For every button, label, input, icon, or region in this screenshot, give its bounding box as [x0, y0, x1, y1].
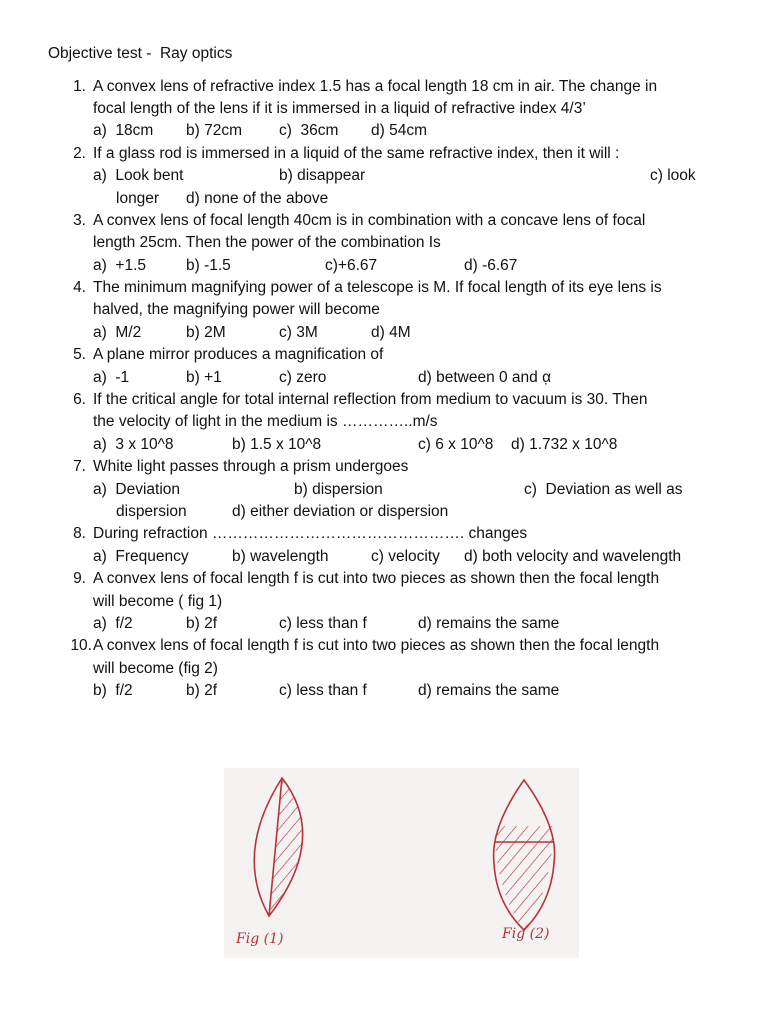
fig1-label	[235, 931, 283, 947]
option: d) remains the same	[418, 682, 560, 699]
option: c) Deviation as well as	[524, 481, 683, 498]
option: d) 1.732 x 10^8	[511, 436, 618, 453]
option: a) 18cm	[93, 122, 154, 139]
question-number: 3.	[73, 212, 86, 229]
option: a) 3 x 10^8	[93, 436, 174, 453]
question-text: A convex lens of focal length 40cm is in combination with a concave lens of focal	[93, 212, 646, 229]
question-number: 5.	[73, 346, 86, 363]
option: d) 4M	[371, 324, 411, 341]
question-text: halved, the magnifying power will become	[93, 301, 380, 318]
question-text: A convex lens of focal length f is cut into two pieces as shown then the focal length	[93, 570, 660, 587]
page-title: Objective test - Ray optics	[48, 45, 233, 62]
option: b) disappear	[279, 167, 366, 184]
question-number: 6.	[73, 391, 86, 408]
option: a) Frequency	[93, 548, 189, 565]
question-text: focal length of the lens if it is immersed in a liquid of refractive index 4/3’	[93, 100, 586, 117]
option: a) f/2	[93, 615, 133, 632]
option: c) 6 x 10^8	[418, 436, 494, 453]
question-text: A convex lens of focal length f is cut into two pieces as shown then the focal length	[93, 637, 660, 654]
option: b) wavelength	[232, 548, 329, 565]
lens-diagrams	[224, 768, 579, 958]
option: b) +1	[186, 369, 222, 386]
option: d) -6.67	[464, 257, 518, 274]
option: d) between 0 and α̣	[418, 369, 552, 386]
question-text: will become (fig 2)	[93, 660, 218, 677]
question-text: length 25cm. Then the power of the combination Is	[93, 234, 441, 251]
question-number: 7.	[73, 458, 86, 475]
option: a) Look bent	[93, 167, 184, 184]
option: b) 1.5 x 10^8	[232, 436, 322, 453]
question-number: 2.	[73, 145, 86, 162]
question-text: If the critical angle for total internal reflection from medium to vacuum is 30. Then	[93, 391, 648, 408]
question-number: 10.	[70, 637, 92, 654]
fig1-lens	[254, 778, 302, 916]
option: c)+6.67	[325, 257, 378, 274]
option: d) either deviation or dispersion	[232, 503, 449, 520]
option: b) -1.5	[186, 257, 231, 274]
option: a) Deviation	[93, 481, 181, 498]
question-number: 8.	[73, 525, 86, 542]
option: b) 2M	[186, 324, 226, 341]
option: b) 72cm	[186, 122, 242, 139]
option: c) look	[650, 167, 696, 184]
svg-text:Fig (2): Fig (2)	[502, 926, 550, 942]
option: b) f/2	[93, 682, 133, 699]
question-number: 4.	[73, 279, 86, 296]
option: c) less than f	[279, 615, 367, 632]
option: dispersion	[116, 503, 187, 520]
option: c) zero	[279, 369, 327, 386]
option: c) velocity	[371, 548, 440, 565]
question-text: the velocity of light in the medium is …………..m/s	[93, 413, 438, 430]
question-text: will become ( fig 1)	[93, 593, 223, 610]
question-text: If a glass rod is immersed in a liquid of the same refractive index, then it will :	[93, 145, 620, 162]
option: a) -1	[93, 369, 130, 386]
option: b) dispersion	[294, 481, 383, 498]
question-number: 9.	[73, 570, 86, 587]
fig2-label	[501, 926, 549, 942]
option: b) 2f	[186, 615, 218, 632]
question-number: 1.	[73, 78, 86, 95]
question-text: A plane mirror produces a magnification of	[93, 346, 384, 363]
option: b) 2f	[186, 682, 218, 699]
question-text: The minimum magnifying power of a telescope is M. If focal length of its eye lens is	[93, 279, 662, 296]
fig2-lens	[494, 780, 555, 930]
option: d) remains the same	[418, 615, 560, 632]
option: longer	[116, 190, 160, 207]
option: d) both velocity and wavelength	[464, 548, 682, 565]
option: c) 3M	[279, 324, 318, 341]
question-text: During refraction …………………………………………. changes	[93, 525, 528, 542]
question-text: A convex lens of refractive index 1.5 has a focal length 18 cm in air. The change in	[93, 78, 658, 95]
lens-figure-photo	[224, 768, 579, 958]
option: c) 36cm	[279, 122, 339, 139]
option: d) 54cm	[371, 122, 427, 139]
svg-text:Fig (1): Fig (1)	[236, 931, 284, 947]
option: a) M/2	[93, 324, 142, 341]
option: c) less than f	[279, 682, 367, 699]
option: d) none of the above	[186, 190, 329, 207]
question-text: White light passes through a prism undergoes	[93, 458, 409, 475]
option: a) +1.5	[93, 257, 146, 274]
